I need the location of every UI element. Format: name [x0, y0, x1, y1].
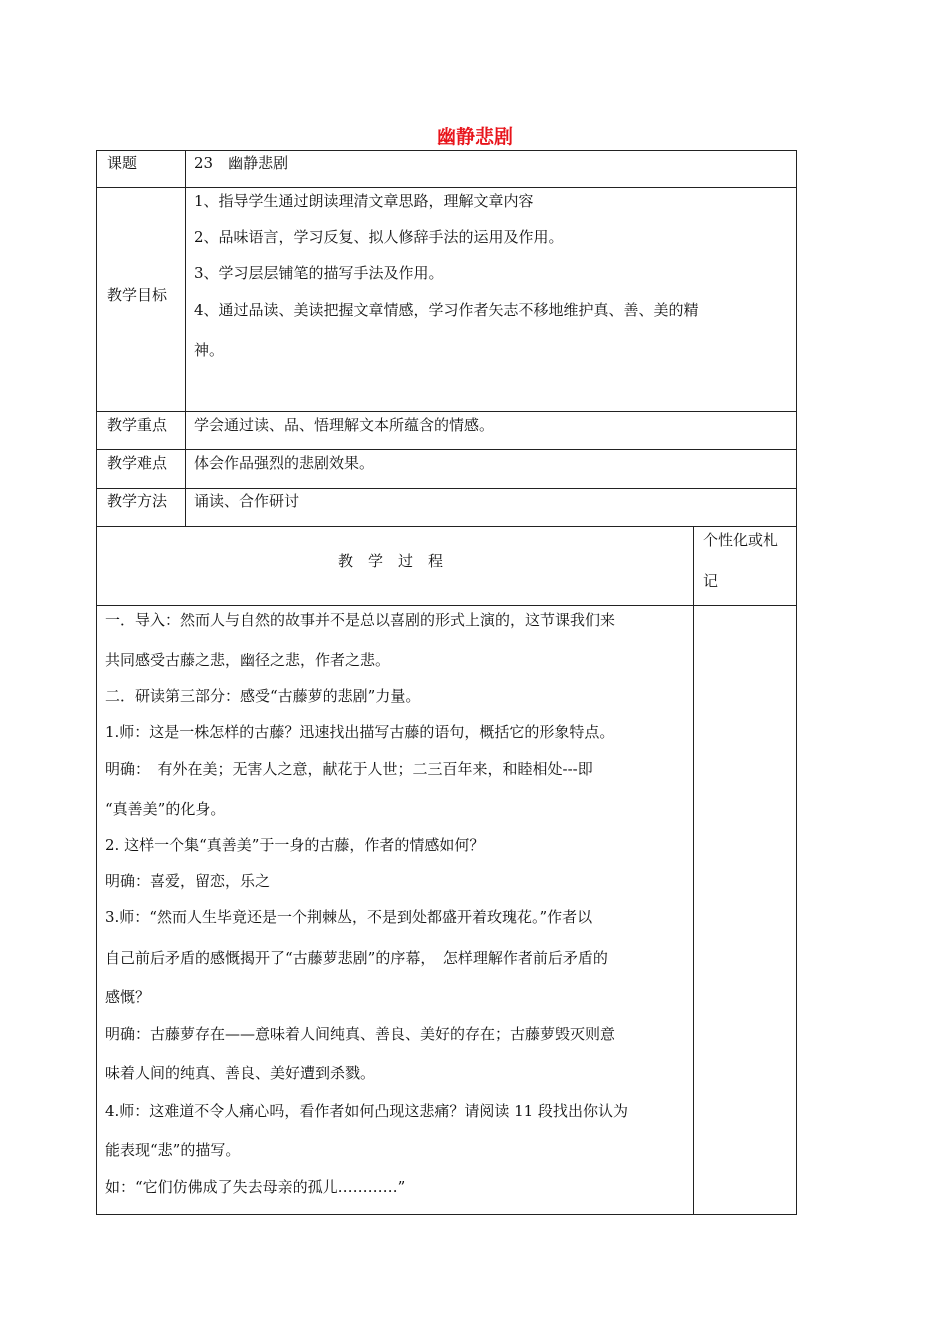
- notes-column-divider: [693, 526, 694, 1215]
- process-line: 共同感受古藤之悲，幽径之悲，作者之悲。: [105, 651, 391, 669]
- method-label: 教学方法: [107, 492, 168, 510]
- process-line: 二．研读第三部分：感受“古藤萝的悲剧”力量。: [105, 687, 421, 705]
- process-line: 1.师：这是一株怎样的古藤？迅速找出描写古藤的语句，概括它的形象特点。: [105, 723, 615, 741]
- row-divider: [96, 526, 797, 527]
- label-column-divider: [185, 150, 186, 527]
- process-line: 一．导入：然而人与自然的故事并不是总以喜剧的形式上演的，这节课我们来: [105, 611, 616, 629]
- row-divider: [96, 488, 797, 489]
- focus-label: 教学重点: [107, 416, 168, 434]
- process-line: 明确：喜爱，留恋，乐之: [105, 872, 271, 890]
- difficulty-label: 教学难点: [107, 454, 168, 472]
- objective-line: 1、指导学生通过朗读理清文章思路，理解文章内容: [194, 192, 534, 210]
- table-border-top: [96, 150, 797, 151]
- table-border-left: [96, 150, 97, 1215]
- row-divider: [96, 449, 797, 450]
- topic-value: 23 幽静悲剧: [194, 154, 289, 172]
- topic-label: 课题: [107, 154, 138, 172]
- process-line: 自己前后矛盾的感慨揭开了“古藤萝悲剧”的序幕， 怎样理解作者前后矛盾的: [105, 949, 608, 967]
- notes-header-line: 记: [703, 572, 719, 590]
- process-line: “真善美”的化身。: [105, 800, 226, 818]
- row-divider: [96, 605, 797, 606]
- method-value: 诵读、合作研讨: [194, 492, 300, 510]
- focus-value: 学会通过读、品、悟理解文本所蕴含的情感。: [194, 416, 495, 434]
- process-line: 能表现“悲”的描写。: [105, 1141, 241, 1159]
- process-line: 味着人间的纯真、善良、美好遭到杀戮。: [105, 1064, 376, 1082]
- notes-header-line: 个性化或札: [703, 531, 779, 549]
- row-divider: [96, 187, 797, 188]
- process-line: 感慨？: [105, 988, 151, 1006]
- process-line: 2. 这样一个集“真善美”于一身的古藤，作者的情感如何？: [105, 836, 485, 854]
- process-line: 如：“它们仿佛成了失去母亲的孤儿…………”: [105, 1178, 406, 1196]
- row-divider: [96, 411, 797, 412]
- objectives-label: 教学目标: [107, 286, 168, 304]
- table-border-right: [796, 150, 797, 1215]
- process-line: 3.师：“然而人生毕竟还是一个荆棘丛，不是到处都盛开着玫瑰花。”作者以: [105, 908, 593, 926]
- table-border-bottom: [96, 1214, 797, 1215]
- process-line: 4.师：这难道不令人痛心吗，看作者如何凸现这悲痛？请阅读 11 段找出你认为: [105, 1102, 628, 1120]
- objective-line: 4、通过品读、美读把握文章情感，学习作者矢志不移地维护真、善、美的精: [194, 301, 699, 319]
- lesson-plan-table: [96, 150, 797, 1215]
- objective-line: 3、学习层层铺笔的描写手法及作用。: [194, 264, 444, 282]
- objective-line: 2、品味语言，学习反复、拟人修辞手法的运用及作用。: [194, 228, 564, 246]
- document-title: 幽静悲剧: [436, 126, 513, 148]
- objective-line: 神。: [194, 341, 225, 359]
- process-line: 明确： 有外在美；无害人之意，献花于人世；二三百年来，和睦相处---即: [105, 760, 593, 778]
- difficulty-value: 体会作品强烈的悲剧效果。: [194, 454, 375, 472]
- process-line: 明确：古藤萝存在——意味着人间纯真、善良、美好的存在；古藤萝毁灭则意: [105, 1025, 616, 1043]
- process-header: 教 学 过 程: [338, 552, 444, 570]
